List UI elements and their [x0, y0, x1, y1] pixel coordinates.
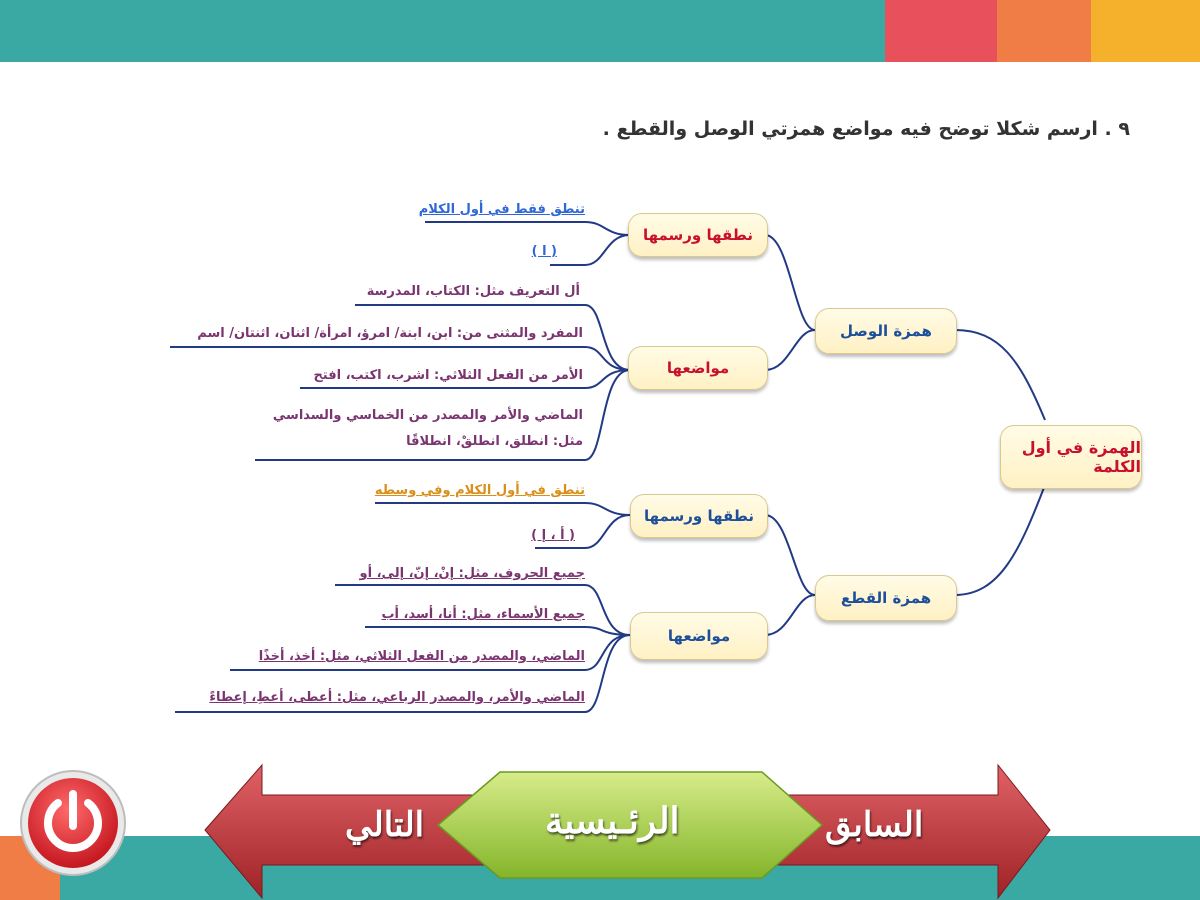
wasl-positions-node: مواضعها [628, 346, 768, 390]
hamzat-qat-node: همزة القطع [815, 575, 957, 621]
home-button[interactable]: الرئـيسية [545, 800, 680, 842]
wasl-pos-item-2: المفرد والمثنى من: ابن، ابنة/ امرؤ، امرأة/ اثنان، اثنتان/ اسم [197, 326, 583, 341]
wasl-pron-item-1: تنطق فقط في أول الكلام [418, 202, 585, 217]
wasl-pos-item-5: مثل: انطلق، انطلقْ، انطلاقًا [406, 434, 583, 449]
qat-pos-item-2: جميع الأسماء، مثل: أنا، أسد، أب [381, 607, 585, 622]
qat-positions-node: مواضعها [630, 612, 768, 660]
qat-pron-item-2: ( أ ، إ ) [531, 528, 575, 543]
qat-pos-item-4: الماضي والأمر، والمصدر الرباعي، مثل: أعطى، أعطِ، إعطاءً [209, 690, 585, 705]
qat-pos-item-3: الماضي، والمصدر من الفعل الثلاثي، مثل: أخذ، أخذًا [258, 649, 585, 664]
wasl-pron-item-2: ( ا ) [531, 244, 557, 259]
qat-pron-item-1: تنطق في أول الكلام وفي وسطه [374, 483, 585, 498]
qat-pronunciation-node: نطقها ورسمها [630, 494, 768, 538]
wasl-pos-item-1: أل التعريف مثل: الكتاب، المدرسة [366, 284, 580, 299]
hamzat-wasl-node: همزة الوصل [815, 308, 957, 354]
prev-button[interactable]: السابق [825, 805, 924, 845]
next-button[interactable]: التالي [345, 805, 425, 845]
qat-pos-item-1: جميع الحروف، مثل: إنْ، إنّ، إلى، أو [359, 566, 585, 581]
power-icon[interactable] [18, 768, 128, 878]
wasl-pos-item-3: الأمر من الفعل الثلاثي: اشرب، اكتب، افتح [313, 368, 583, 383]
root-node: الهمزة في أول الكلمة [1000, 425, 1142, 489]
wasl-pronunciation-node: نطقها ورسمها [628, 213, 768, 257]
question-text: ٩ . ارسم شكلا توضح فيه مواضع همزتي الوصل والقطع . [602, 118, 1130, 140]
wasl-pos-item-4: الماضي والأمر والمصدر من الخماسي والسداسي [272, 408, 583, 423]
